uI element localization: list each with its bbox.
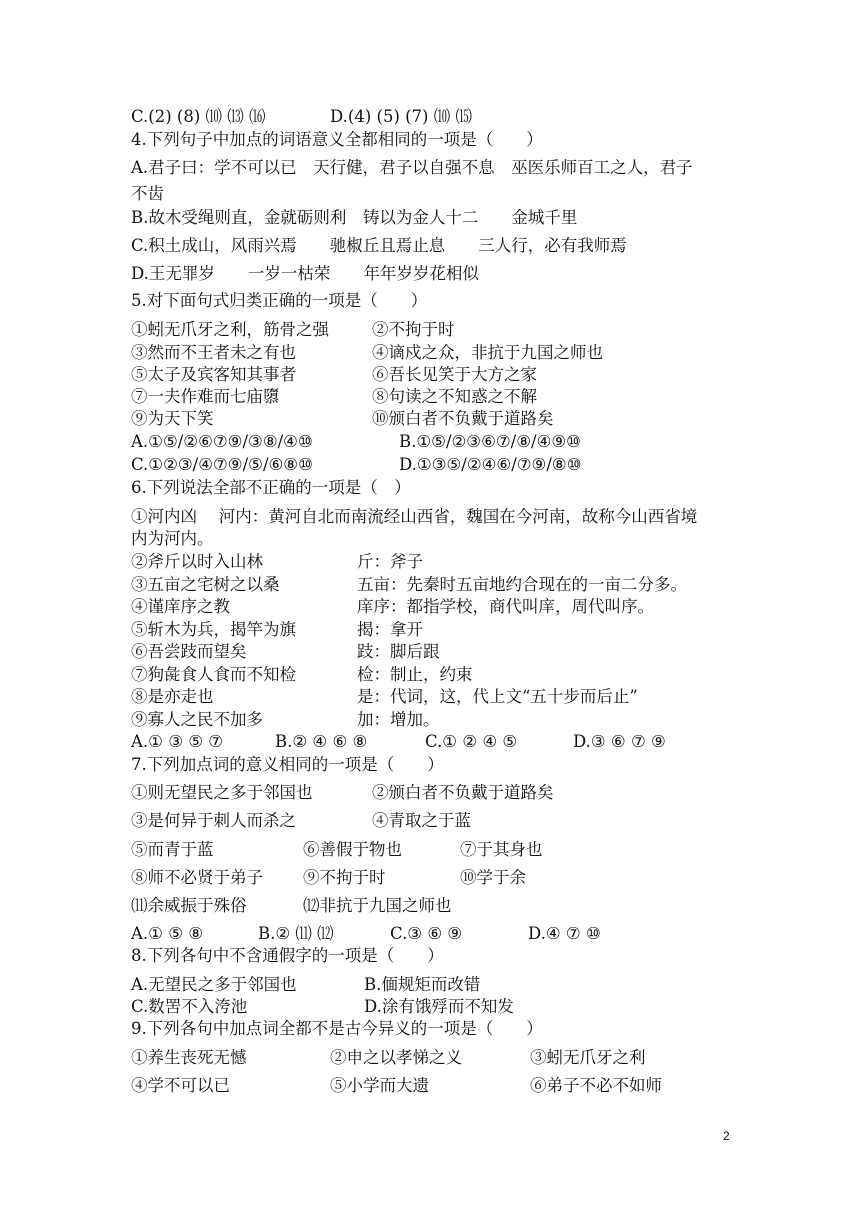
q7-item-12: ⑿非抗于九国之师也: [303, 896, 452, 915]
q6-option-a: A.① ③ ⑤ ⑦: [131, 732, 224, 751]
q7-item-10: ⑩学于余: [460, 868, 526, 887]
q6-option-d: D.③ ⑥ ⑦ ⑨: [573, 732, 666, 751]
q7-item-8: ⑧师不必贤于弟子: [131, 868, 263, 887]
q9-item-5: ⑤小学而大遗: [330, 1076, 429, 1095]
q6-item-7: ⑦狗彘食人食而不知检: [131, 665, 296, 684]
q9-item-6: ⑥弟子不必不如师: [530, 1076, 662, 1095]
q9-item-4: ④学不可以已: [131, 1076, 230, 1095]
question-6: 6.下列说法全部不正确的一项是（ ）: [131, 478, 411, 497]
q6-item-2: ②斧斤以时入山林: [131, 552, 263, 571]
q4-option-a: A.君子曰：学不可以已 天行健，君子以自强不息 巫医乐师百工之人，君子: [131, 158, 693, 177]
q6-item-2-explain: 斤：斧子: [357, 552, 423, 571]
q3-option-c: C.(2) (8) ⑽ ⒀ ⒃: [131, 107, 266, 126]
q7-item-9: ⑨不拘于时: [303, 868, 386, 887]
q6-item-6: ⑥吾尝跂而望矣: [131, 642, 247, 661]
q8-option-d: D.涂有饿殍而不知发: [364, 997, 514, 1016]
q6-item-5-explain: 揭：拿开: [357, 620, 423, 639]
q5-option-b: B.①⑤/②③⑥⑦/⑧/④⑨⑩: [399, 432, 581, 451]
q6-option-c: C.① ② ④ ⑤: [425, 732, 518, 751]
q6-item-8: ⑧是亦走也: [131, 687, 214, 706]
q7-item-4: ④青取之于蓝: [372, 811, 471, 830]
q4-option-d: D.王无罪岁 一岁一枯荣 年年岁岁花相似: [131, 264, 479, 283]
q5-item-4: ④谪戍之众，非抗于九国之师也: [372, 343, 603, 362]
q6-item-3: ③五亩之宅树之以桑: [131, 575, 280, 594]
q6-item-5: ⑤斩木为兵，揭竿为旗: [131, 620, 296, 639]
q7-item-6: ⑥善假于物也: [303, 840, 402, 859]
question-9: 9.下列各句中加点词全都不是古今异义的一项是（ ）: [131, 1019, 543, 1038]
q7-item-1: ①则无望民之多于邻国也: [131, 783, 313, 802]
q7-item-11: ⑾余威振于殊俗: [131, 896, 247, 915]
q7-item-7: ⑦于其身也: [460, 840, 543, 859]
q6-item-6-explain: 跂：脚后跟: [357, 642, 440, 661]
q5-item-5: ⑤太子及宾客知其事者: [131, 365, 296, 384]
q7-item-2: ②颁白者不负戴于道路矣: [372, 783, 554, 802]
q4-option-b: B.故木受绳则直，金就砺则利 铸以为金人十二 金城千里: [131, 208, 578, 227]
q8-option-c: C.数罟不入洿池: [131, 997, 248, 1016]
q5-item-1: ①蚓无爪牙之利，筋骨之强: [131, 320, 329, 339]
q9-item-3: ③蚓无爪牙之利: [530, 1048, 646, 1067]
question-8: 8.下列各句中不含通假字的一项是（ ）: [131, 946, 444, 965]
q8-option-b: B.偭规矩而改错: [364, 975, 481, 994]
q5-item-7: ⑦一夫作难而七庙隳: [131, 387, 280, 406]
q5-item-10: ⑩颁白者不负戴于道路矣: [372, 409, 554, 428]
q6-item-8-explain: 是：代词，这，代上文“五十步而后止”: [357, 687, 638, 706]
question-4: 4.下列句子中加点的词语意义全都相同的一项是（ ）: [131, 130, 543, 149]
q6-item-4-explain: 庠序：都指学校，商代叫庠，周代叫序。: [357, 597, 654, 616]
q9-item-1: ①养生丧死无憾: [131, 1048, 247, 1067]
q6-option-b: B.② ④ ⑥ ⑧: [275, 732, 368, 751]
q7-option-d: D.④ ⑦ ⑩: [528, 924, 601, 943]
q5-item-2: ②不拘于时: [372, 320, 455, 339]
question-7: 7.下列加点词的意义相同的一项是（ ）: [131, 755, 444, 774]
page-number: 2: [723, 1129, 730, 1143]
q4-option-c: C.积土成山，风雨兴焉 驰椒丘且焉止息 三人行，必有我师焉: [131, 236, 627, 255]
q6-item-1-cont: 内为河内。: [131, 529, 214, 548]
q6-item-9: ⑨寡人之民不加多: [131, 710, 263, 729]
q6-item-4: ④谨庠序之教: [131, 597, 230, 616]
q5-option-a: A.①⑤/②⑥⑦⑨/③⑧/④⑩: [131, 432, 313, 451]
q5-option-d: D.①③⑤/②④⑥/⑦⑨/⑧⑩: [399, 455, 582, 474]
q6-item-3-explain: 五亩：先秦时五亩地约合现在的一亩二分多。: [357, 575, 687, 594]
q3-option-d: D.(4) (5) (7) ⑽ ⒂: [330, 107, 472, 126]
q8-option-a: A.无望民之多于邻国也: [131, 975, 297, 994]
q7-option-c: C.③ ⑥ ⑨: [390, 924, 463, 943]
q5-item-6: ⑥吾长见笑于大方之家: [372, 365, 537, 384]
q7-item-3: ③是何异于刺人而杀之: [131, 811, 296, 830]
q7-item-5: ⑤而青于蓝: [131, 840, 214, 859]
question-5: 5.对下面句式归类正确的一项是（ ）: [131, 291, 428, 310]
q4-option-a-cont: 不齿: [131, 184, 164, 203]
q7-option-b: B.② ⑾ ⑿: [258, 924, 334, 943]
q6-item-1: ①河内凶 河内：黄河自北而南流经山西省，魏国在今河南，故称今山西省境: [131, 507, 698, 526]
q9-item-2: ②申之以孝悌之义: [330, 1048, 462, 1067]
q5-item-9: ⑨为天下笑: [131, 409, 214, 428]
q6-item-9-explain: 加：增加。: [357, 710, 440, 729]
q5-option-c: C.①②③/④⑦⑨/⑤/⑥⑧⑩: [131, 455, 313, 474]
q5-item-3: ③然而不王者未之有也: [131, 343, 296, 362]
q7-option-a: A.① ⑤ ⑧: [131, 924, 204, 943]
q6-item-7-explain: 检：制止，约束: [357, 665, 473, 684]
q5-item-8: ⑧句读之不知惑之不解: [372, 387, 537, 406]
